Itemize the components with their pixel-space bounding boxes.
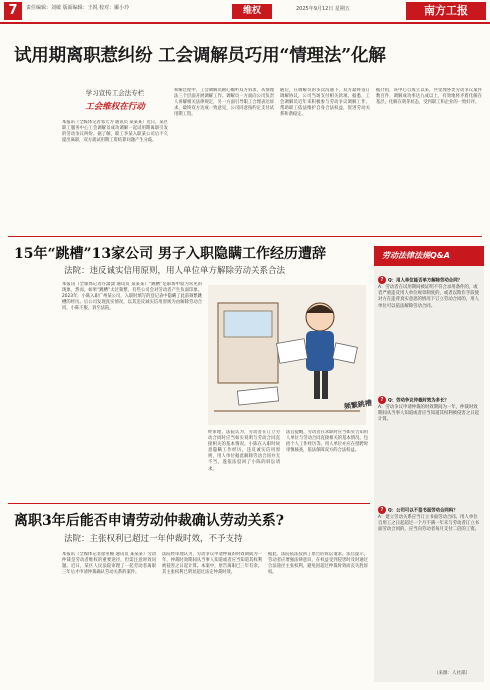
editor-credits: 责任编辑：刘敏 版面编辑：王锐 校对：郦小玲	[26, 5, 130, 11]
section-tag: 维权	[232, 4, 272, 19]
article3-subheadline: 法院：主张权利已超过一年仲裁时效，不予支持	[64, 534, 243, 544]
column-name: 学习宣传工会法专栏	[85, 89, 145, 97]
article1-col2: 和解过程中，工会调解员耐心倾听双方诉求，从情理法三个层面开展调解工作。调解员一方面向公司负责人讲解相关法律规定，另一方面引导职工合理表达诉求，最终双方达成一致意见，公司同意按约定支付试用期工资。	[174, 88, 274, 118]
cartoon-illustration	[208, 285, 366, 425]
article2-headline: 15年“跳槽”13家公司 男子入职隐瞒工作经历遭辞	[14, 246, 326, 262]
article3-col2: 法院经审理认为，劳动争议申请仲裁的时效期间为一年，仲裁时效期间从当事人知道或者应当知道其权利被侵害之日起计算。本案中，原告离职已三年有余，其主张权利已明显超过法定仲裁时效。	[162, 552, 262, 576]
issue-date: 2025年9月12日 星期五	[296, 6, 350, 12]
article3-headline: 离职3年后能否申请劳动仲裁确认劳动关系?	[14, 513, 284, 529]
article2-col3: 法官提醒，劳动者在求职时应当如实告知用人单位与劳动合同直接相关的基本情况，包括个人工作经历等。用人单位亦应在招聘时审慎核查，依法保障双方的合法权益。	[286, 430, 368, 454]
article2-subheadline: 法院：违反诚实信用原则，用人单位单方解除劳动关系合法	[64, 266, 286, 276]
qa-header: 劳动法律法规Q&A	[374, 246, 484, 266]
job-hopping-cartoon	[208, 285, 366, 425]
page-number: 7	[4, 2, 22, 20]
qa-source-credit: （来源：人社部）	[434, 671, 470, 676]
newspaper-logo: 南方工报	[406, 2, 486, 20]
lead-headline: 试用期离职惹纠纷 工会调解员巧用“情理法”化解	[14, 46, 386, 66]
section-divider	[8, 236, 482, 237]
cartoon-caption: 频繁跳槽	[343, 399, 373, 411]
column-byline	[62, 88, 168, 116]
qa-item	[378, 396, 480, 424]
article1-col3: 随后，在调解员的多次沟通下，双方最终签订调解协议，公司当场支付相关款项。据悉，工会调解员近年来积极参与劳动争议调解工作，帮助职工依法维护自身合法权益，促进劳动关系和谐稳定。	[280, 88, 370, 118]
qa-item	[378, 506, 480, 534]
article2-col1: 本报讯（全媒体记者许潇潇 通讯员 某某某）“跳槽”是职场中较为常见的现象，然而，如果“跳槽”太过频繁，有些公司会对劳动者产生负面印象。2023年，小陈入职广州某公司，入职时填写的登记表中隐瞒了此前频繁跳槽的经历。后公司发现真实情况，以其违反诚实信用原则为由解除劳动合同。小陈不服，诉至法院。	[62, 282, 202, 312]
question-icon: ?	[378, 506, 386, 514]
header-divider	[0, 22, 490, 24]
article1-col4: 据介绍，该中心自成立以来，共受理各类劳动争议案件数百件，调解成功率达九成以上，有效地将矛盾化解在基层，化解在萌芽状态，受到职工和企业的一致好评。	[376, 88, 482, 106]
article1-col1: 本报讯（全媒体记者邹大为 通讯员 某某某）近日，某区职工服务中心工会调解员成功调解一起试用期离职引发的劳动争议纠纷。据了解，职工李某入职某公司后不久提出离职，双方就试用期工资结算问题产生分歧。	[62, 120, 168, 144]
section-divider-2	[8, 503, 370, 504]
qa-question: Q：劳动争议仲裁时效为多长？	[388, 398, 449, 404]
article3-col1: 本报讯（全媒体记者徐亚楠 通讯员 某某某）劳动仲裁是劳动者维权的重要途径，但需注意时效问题。近日，某区人民法院审理了一起劳动者离职三年后才申请仲裁确认劳动关系的案件。	[62, 552, 156, 576]
qa-answer: A：劳动争议申请仲裁的时效期间为一年，仲裁时效期间从当事人知道或者应当知道其权利被侵害之日起计算。	[378, 404, 479, 423]
qa-answer: A：劳动者在试用期间被证明不符合录用条件的，或者严重违反用人单位规章制度的，或者以欺诈手段使对方在违背真实意思的情况下订立劳动合同的，用人单位可以依法解除劳动合同。	[378, 284, 479, 309]
article2-col2: 经审理，法院认为，劳动者在订立劳动合同时应当如实说明与劳动合同直接相关的基本情况。小陈在入职时故意隐瞒工作经历，违反诚实信用原则，用人单位据此解除劳动合同并无不当，遂依法驳回了小陈的诉讼请求。	[208, 430, 280, 472]
qa-question: Q：用人单位能否单方解除劳动合同？	[388, 278, 462, 284]
question-icon: ?	[378, 276, 386, 284]
qa-item	[378, 276, 480, 310]
qa-question: Q：公司可以不签书面劳动合同吗？	[388, 508, 458, 514]
qa-sidebar	[374, 246, 484, 682]
column-slogan: 工会维权在行动	[85, 102, 145, 112]
page-header	[0, 0, 490, 22]
article3-col3: 据此，法院依法驳回了原告的诉讼请求。法官提示，劳动者应增强法律意识，在权益受到侵害时及时通过合法途径主张权利，避免因超过仲裁时效而丧失胜诉权。	[268, 552, 368, 576]
question-icon: ?	[378, 396, 386, 404]
qa-answer: A：建立劳动关系应当订立书面劳动合同。用人单位自用工之日起超过一个月不满一年未与劳动者订立书面劳动合同的，应当向劳动者每月支付二倍的工资。	[378, 514, 479, 533]
